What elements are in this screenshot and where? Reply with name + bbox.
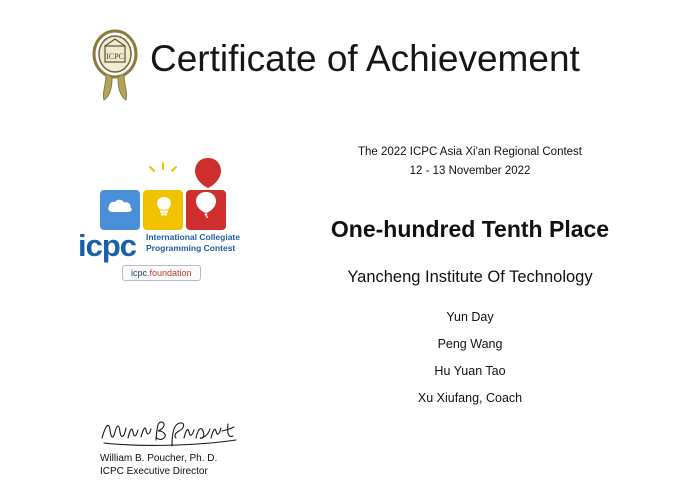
lightbulb-ray-icon	[140, 162, 186, 176]
icpc-crest-icon	[88, 28, 142, 104]
list-item: Hu Yuan Tao	[434, 364, 506, 378]
team-name: Yancheng Institute Of Technology	[347, 268, 593, 286]
icpc-logo-icons	[90, 162, 240, 232]
award-place: One-hundred Tenth Place	[330, 216, 610, 242]
contest-dates: 12 - 13 November 2022	[409, 165, 531, 177]
icpc-subtitle-line1: International Collegiate	[146, 232, 240, 242]
icpc-wordmark: icpc	[78, 228, 137, 263]
foundation-suffix: .foundation	[147, 268, 192, 278]
signatory-title: ICPC Executive Director	[100, 466, 208, 477]
list-item: Peng Wang	[437, 337, 503, 351]
contest-name: The 2022 ICPC Asia Xi'an Regional Contest	[357, 146, 583, 158]
team-members	[250, 310, 690, 405]
icpc-logo	[78, 162, 250, 297]
page-title: Certificate of Achievement	[150, 38, 580, 79]
svg-text:ICPC: ICPC	[106, 52, 124, 61]
balloon-top-icon	[186, 156, 230, 196]
icpc-logo-subtitle	[146, 232, 240, 254]
certificate-header	[0, 26, 700, 106]
lightbulb-icon	[143, 190, 183, 230]
signatory-name: William B. Poucher, Ph. D.	[100, 453, 218, 464]
balloon-icon	[186, 190, 226, 230]
foundation-prefix: icpc	[131, 268, 148, 278]
signature-icon	[100, 416, 240, 450]
icpc-foundation-badge	[122, 265, 201, 281]
cloud-icon	[100, 190, 140, 230]
list-item: Yun Day	[446, 310, 494, 324]
list-item: Xu Xiufang, Coach	[417, 391, 523, 405]
icpc-subtitle-line2: Programming Contest	[146, 243, 236, 253]
